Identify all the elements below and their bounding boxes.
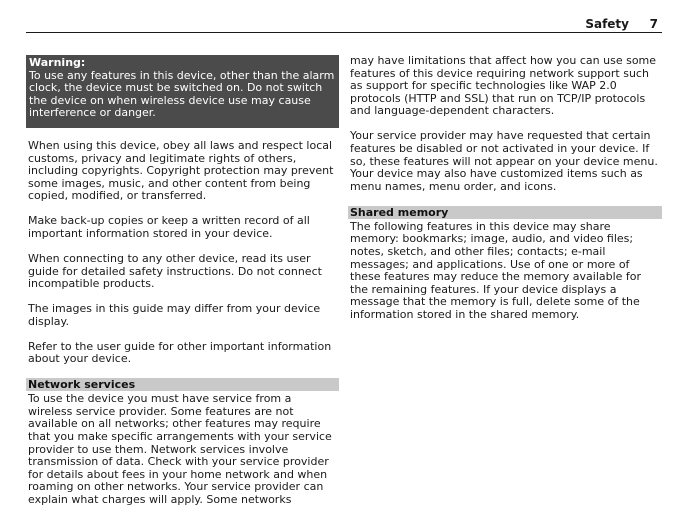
paragraph-provider: Your service provider may have requested that certain features be disabled or not activated in your device. If so, these features will not appear on your device menu. Your device may also have customized items such as menu names, menu order, and icons. bbox=[350, 129, 658, 193]
warning-text: To use any features in this device, other than the alarm clock, the device must be switched on. Do not switch the device on when wireless device use may cause interference or danger. bbox=[29, 68, 335, 120]
paragraph-images: The images in this guide may differ from your device display. bbox=[28, 302, 321, 328]
right-column bbox=[348, 55, 662, 334]
network-services-text: To use the device you must have service from a wireless service provider. Some features are not available on all networks; other features may require that you make specific arrangements with your service provider to use them. Network services involve transmission of data. Check with your service provider for details about fees in your home network and when roaming on other networks. Your service provider can explain what charges will apply. Some networks bbox=[28, 392, 332, 506]
warning-title: Warning: bbox=[29, 56, 86, 69]
page-header bbox=[26, 14, 662, 33]
network-services-heading: Network services bbox=[26, 378, 339, 391]
paragraph-refer: Refer to the user guide for other important information about your device. bbox=[28, 339, 332, 366]
section-title: Safety bbox=[585, 17, 629, 31]
paragraph-limitations: may have limitations that affect how you can use some features of this device requiring network support such as support for specific technologies like WAP 2.0 protocols (HTTP and SSL) that run on TCP/IP protocols and language-dependent characters. bbox=[350, 54, 657, 118]
left-column bbox=[26, 55, 339, 519]
paragraph-laws: When using this device, obey all laws and respect local customs, privacy and legitimate rights of others, including copyrights. Copyright protection may prevent some images, music, and other content from being copied, modified, or transferred. bbox=[28, 138, 334, 203]
warning-box bbox=[26, 55, 339, 128]
shared-memory-text: The following features in this device may share memory: bookmarks; image, audio, and video files; notes, sketch, and other files; contacts; e-mail messages; and applications. Use of one or more of these features may reduce the memory available for the remaining features. If your device displays a message that the memory is full, delete some of the information stored in the shared memory. bbox=[350, 219, 642, 321]
paragraph-connecting: When connecting to any other device, read its user guide for detailed safety instructions. Do not connect incompatible products. bbox=[28, 251, 322, 291]
paragraph-backup: Make back-up copies or keep a written record of all important information stored in your device. bbox=[28, 214, 310, 240]
shared-memory-heading: Shared memory bbox=[348, 206, 662, 219]
page-number: 7 bbox=[649, 17, 658, 31]
